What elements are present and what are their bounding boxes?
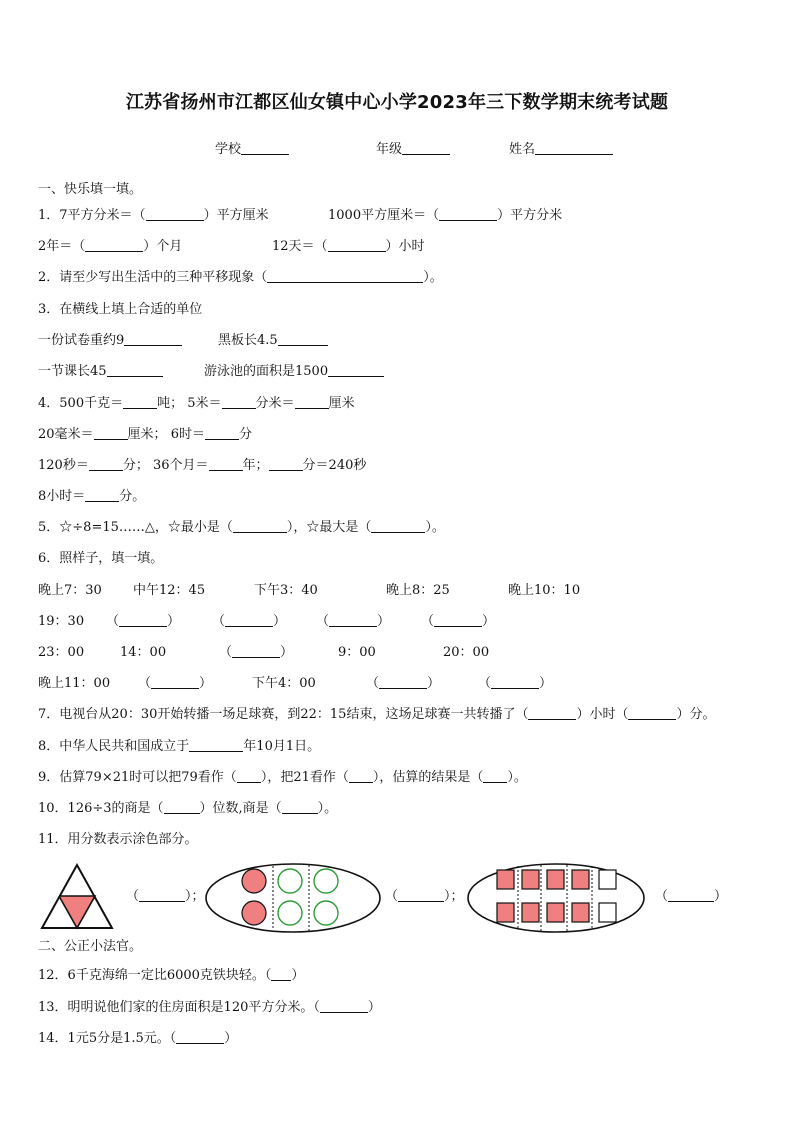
q13-blank[interactable]: [320, 1000, 368, 1013]
paren: （: [219, 645, 233, 660]
q4-blank[interactable]: [123, 396, 157, 409]
q4-text: 20毫米＝: [38, 427, 94, 442]
q5-text: ☆÷8=15……△，☆最小是（: [59, 520, 233, 535]
paren: （: [385, 889, 399, 904]
q7-minutes-blank[interactable]: [628, 707, 676, 720]
q11-answer-2: [385, 889, 464, 905]
circles-figure: [204, 862, 382, 934]
time-label: 晚上7：30: [38, 583, 102, 598]
q7-text: ）小时（: [576, 707, 629, 722]
q4-text: 分: [238, 427, 252, 442]
q7-text: 电视台从20：30开始转播一场足球赛，到22：15结束，这场足球赛一共转播了（: [59, 707, 529, 722]
q6-blank[interactable]: [491, 676, 539, 689]
q9-blank-3[interactable]: [483, 770, 507, 783]
q4-text: 5米＝: [187, 396, 222, 411]
paren: ）: [273, 614, 287, 629]
q9-blank-2[interactable]: [349, 770, 373, 783]
empty-circle: [278, 869, 302, 893]
paren: ）: [539, 676, 553, 691]
q4-text: 分米＝: [255, 396, 295, 411]
q13-text: ）: [367, 1000, 381, 1015]
q4-blank[interactable]: [295, 396, 329, 409]
paren: ）: [377, 614, 391, 629]
q8-text: 年10月1日。: [243, 739, 321, 754]
name-blank[interactable]: [535, 142, 613, 155]
q4-text: 年；: [242, 458, 269, 473]
ellipse-outline: [206, 864, 380, 932]
shaded-square: [572, 903, 589, 922]
paren: ）: [167, 614, 181, 629]
q5-min-blank[interactable]: [233, 520, 287, 533]
time-label: 晚上10：10: [508, 583, 581, 598]
q4-text: 厘米: [328, 396, 355, 411]
q3-b-blank[interactable]: [278, 333, 328, 346]
question-13: [38, 1000, 381, 1016]
q10-text: ）。: [317, 801, 338, 816]
q1-c-blank[interactable]: [85, 239, 143, 252]
q1-a-unit: ）平方厘米: [203, 208, 269, 223]
shaded-square: [522, 903, 539, 922]
q4-blank[interactable]: [85, 489, 119, 502]
q4-blank[interactable]: [209, 458, 243, 471]
q8-blank[interactable]: [189, 739, 243, 752]
question-3-line-2: [38, 364, 329, 380]
q1-c-unit: ）个月: [143, 239, 183, 254]
shaded-square: [522, 870, 539, 889]
paren: ）: [714, 889, 728, 904]
shaded-square: [497, 870, 514, 889]
q4-text: 500千克＝: [59, 396, 124, 411]
q2-text: 请至少写出生活中的三种平移现象（: [59, 270, 268, 285]
q1-d-text: 12天＝（: [272, 239, 328, 254]
q1-b-text: 1000平方厘米＝（: [328, 208, 440, 223]
q9-text: ）。: [507, 770, 527, 785]
section-1-heading: 一、快乐填一填。: [38, 182, 143, 197]
q9-blank-1[interactable]: [237, 770, 261, 783]
q3-b-text: 黑板长4.5: [218, 333, 278, 348]
separator: ；: [191, 889, 205, 904]
q5-text: ）。: [425, 520, 445, 535]
grade-blank[interactable]: [402, 142, 450, 155]
paren: （: [655, 889, 669, 904]
q6-blank[interactable]: [379, 676, 427, 689]
section-2-heading: 二、公正小法官。: [38, 939, 143, 954]
q1-b-unit: ）平方分米: [497, 208, 563, 223]
empty-square: [599, 903, 616, 922]
q5-max-blank[interactable]: [371, 520, 425, 533]
paren: （: [212, 614, 226, 629]
q1-a-text: 7平方分米＝（: [59, 208, 146, 223]
q10-text: 126÷3的商是（: [67, 801, 164, 816]
q11-answer-3: [655, 889, 727, 905]
school-blank[interactable]: [241, 142, 289, 155]
q4-text: 分；: [122, 458, 149, 473]
question-3-line-1: [38, 333, 278, 349]
q1-c-text: 2年＝（: [38, 239, 86, 254]
grade-label: 年级: [376, 142, 403, 157]
time-label: 14：00: [120, 645, 167, 660]
question-10: [38, 801, 337, 817]
time-label: 9：00: [338, 645, 376, 660]
question-7: [38, 707, 715, 723]
time-label: 中午12：45: [133, 583, 206, 598]
q9-text: ），把21看作（: [260, 770, 349, 785]
q1-a-blank[interactable]: [146, 208, 204, 221]
paren: （: [126, 889, 140, 904]
time-label: 19：30: [38, 614, 85, 629]
paren: （: [106, 614, 120, 629]
q14-blank[interactable]: [176, 1031, 224, 1044]
paren: ）: [444, 889, 451, 904]
time-label: 晚上8：25: [386, 583, 450, 598]
question-12: [38, 968, 304, 984]
q10-text: ）位数,商是（: [199, 801, 282, 816]
question-number: 4．: [38, 396, 60, 411]
paren: （: [138, 676, 152, 691]
q6-blank[interactable]: [232, 645, 280, 658]
q3-d-text: 游泳池的面积是1500: [204, 364, 329, 379]
question-number: 6．: [38, 551, 60, 566]
question-5: [38, 520, 445, 536]
shaded-circle: [242, 901, 266, 925]
empty-square: [599, 870, 616, 889]
q9-text: ），估算的结果是（: [372, 770, 484, 785]
q6-blank[interactable]: [434, 614, 482, 627]
q3-text: 在横线上填上合适的单位: [59, 302, 203, 317]
question-number: 2．: [38, 270, 60, 285]
time-label: 23：00: [38, 645, 85, 660]
q4-text: 6时＝: [170, 427, 205, 442]
question-number: 10．: [38, 801, 68, 816]
shaded-triangle: [59, 896, 95, 928]
q4-blank[interactable]: [222, 396, 256, 409]
paren: ）: [185, 889, 192, 904]
q12-text: ）: [291, 968, 305, 983]
empty-circle: [278, 901, 302, 925]
question-number: 11．: [38, 832, 68, 847]
q4-text: 分＝240秒: [302, 458, 367, 473]
q6-blank[interactable]: [225, 614, 273, 627]
q6-blank[interactable]: [329, 614, 377, 627]
q3-c-blank[interactable]: [107, 364, 163, 377]
q11-text: 用分数表示涂色部分。: [67, 832, 198, 847]
name-label: 姓名: [509, 142, 536, 157]
question-9: [38, 770, 527, 786]
time-label: 晚上11：00: [38, 676, 111, 691]
q4-text: 36个月＝: [152, 458, 209, 473]
q3-a-text: 一份试卷重约9: [38, 333, 125, 348]
shaded-square: [547, 903, 564, 922]
question-number: 3．: [38, 302, 60, 317]
q6-blank[interactable]: [119, 614, 167, 627]
shaded-square: [547, 870, 564, 889]
question-number: 5．: [38, 520, 60, 535]
q4-text: 分。: [119, 489, 146, 504]
question-number: 9．: [38, 770, 60, 785]
q4-blank[interactable]: [89, 458, 123, 471]
paren: ）: [199, 676, 213, 691]
q13-text: 明明说他们家的住房面积是120平方分米。（: [67, 1000, 320, 1015]
question-number: 12．: [38, 968, 68, 983]
q2-blank[interactable]: [267, 270, 423, 283]
empty-circle: [314, 901, 338, 925]
time-label: 20：00: [443, 645, 490, 660]
q9-text: 估算79×21时可以把79看作（: [59, 770, 237, 785]
q11-answer-1: [126, 889, 205, 905]
question-14: [38, 1031, 237, 1047]
q10-blank-2[interactable]: [282, 801, 318, 814]
paren: （: [316, 614, 330, 629]
q4-blank[interactable]: [205, 427, 239, 440]
question-1-line-1: [38, 208, 563, 224]
squares-figure: [466, 862, 646, 934]
paren: ）: [427, 676, 441, 691]
separator: ；: [450, 889, 464, 904]
question-number: 14．: [38, 1031, 68, 1046]
q4-text: 8小时＝: [38, 489, 86, 504]
q3-a-blank[interactable]: [124, 333, 182, 346]
q12-text: 6千克海绵一定比6000克铁块轻。（: [67, 968, 272, 983]
q4-text: 厘米；: [127, 427, 167, 442]
paren: （: [366, 676, 380, 691]
q4-text: 120秒＝: [38, 458, 89, 473]
question-number: 7．: [38, 707, 60, 722]
q5-text: ），☆最大是（: [286, 520, 372, 535]
q4-text: 吨；: [157, 396, 184, 411]
q1-d-unit: ）小时: [385, 239, 425, 254]
q1-b-blank[interactable]: [439, 208, 497, 221]
question-number: 13．: [38, 1000, 68, 1015]
question-3: [38, 302, 202, 318]
q4-blank[interactable]: [94, 427, 128, 440]
q11-blank-2[interactable]: [398, 889, 444, 902]
paren: （: [421, 614, 435, 629]
question-number: 1．: [38, 208, 60, 223]
question-1-line-2: [38, 239, 425, 255]
time-label: 下午4：00: [252, 676, 316, 691]
question-4-line-3: [38, 458, 366, 474]
q7-hours-blank[interactable]: [528, 707, 576, 720]
q11-blank-3[interactable]: [668, 889, 714, 902]
q12-blank[interactable]: [271, 968, 291, 981]
q8-text: 中华人民共和国成立于: [59, 739, 190, 754]
question-4-line-1: [38, 396, 355, 412]
paren: （: [478, 676, 492, 691]
q14-text: 1元5分是1.5元。（: [67, 1031, 177, 1046]
shaded-square: [497, 903, 514, 922]
q2-end: ）。: [423, 270, 443, 285]
triangle-figure: [40, 862, 114, 932]
question-8: [38, 739, 320, 755]
empty-circle: [314, 869, 338, 893]
page-title: 江苏省扬州市江都区仙女镇中心小学2023年三下数学期末统考试题: [125, 92, 669, 113]
q6-blank[interactable]: [151, 676, 199, 689]
paren: ）: [280, 645, 294, 660]
shaded-square: [572, 870, 589, 889]
q1-d-blank[interactable]: [328, 239, 386, 252]
q14-text: ）: [224, 1031, 238, 1046]
question-6: [38, 551, 163, 567]
q3-c-text: 一节课长45: [38, 364, 107, 379]
q10-blank-1[interactable]: [164, 801, 200, 814]
question-2: [38, 270, 443, 286]
q7-text: ）分。: [676, 707, 716, 722]
question-4-line-2: [38, 427, 252, 443]
paren: ）: [482, 614, 496, 629]
shaded-circle: [242, 869, 266, 893]
time-label: 下午3：40: [254, 583, 318, 598]
q4-blank[interactable]: [269, 458, 303, 471]
q6-text: 照样子，填一填。: [59, 551, 164, 566]
school-label: 学校: [215, 142, 242, 157]
question-number: 8．: [38, 739, 60, 754]
q3-d-blank[interactable]: [328, 364, 384, 377]
question-4-line-4: [38, 489, 145, 505]
q11-blank-1[interactable]: [139, 889, 185, 902]
question-11: [38, 832, 198, 848]
